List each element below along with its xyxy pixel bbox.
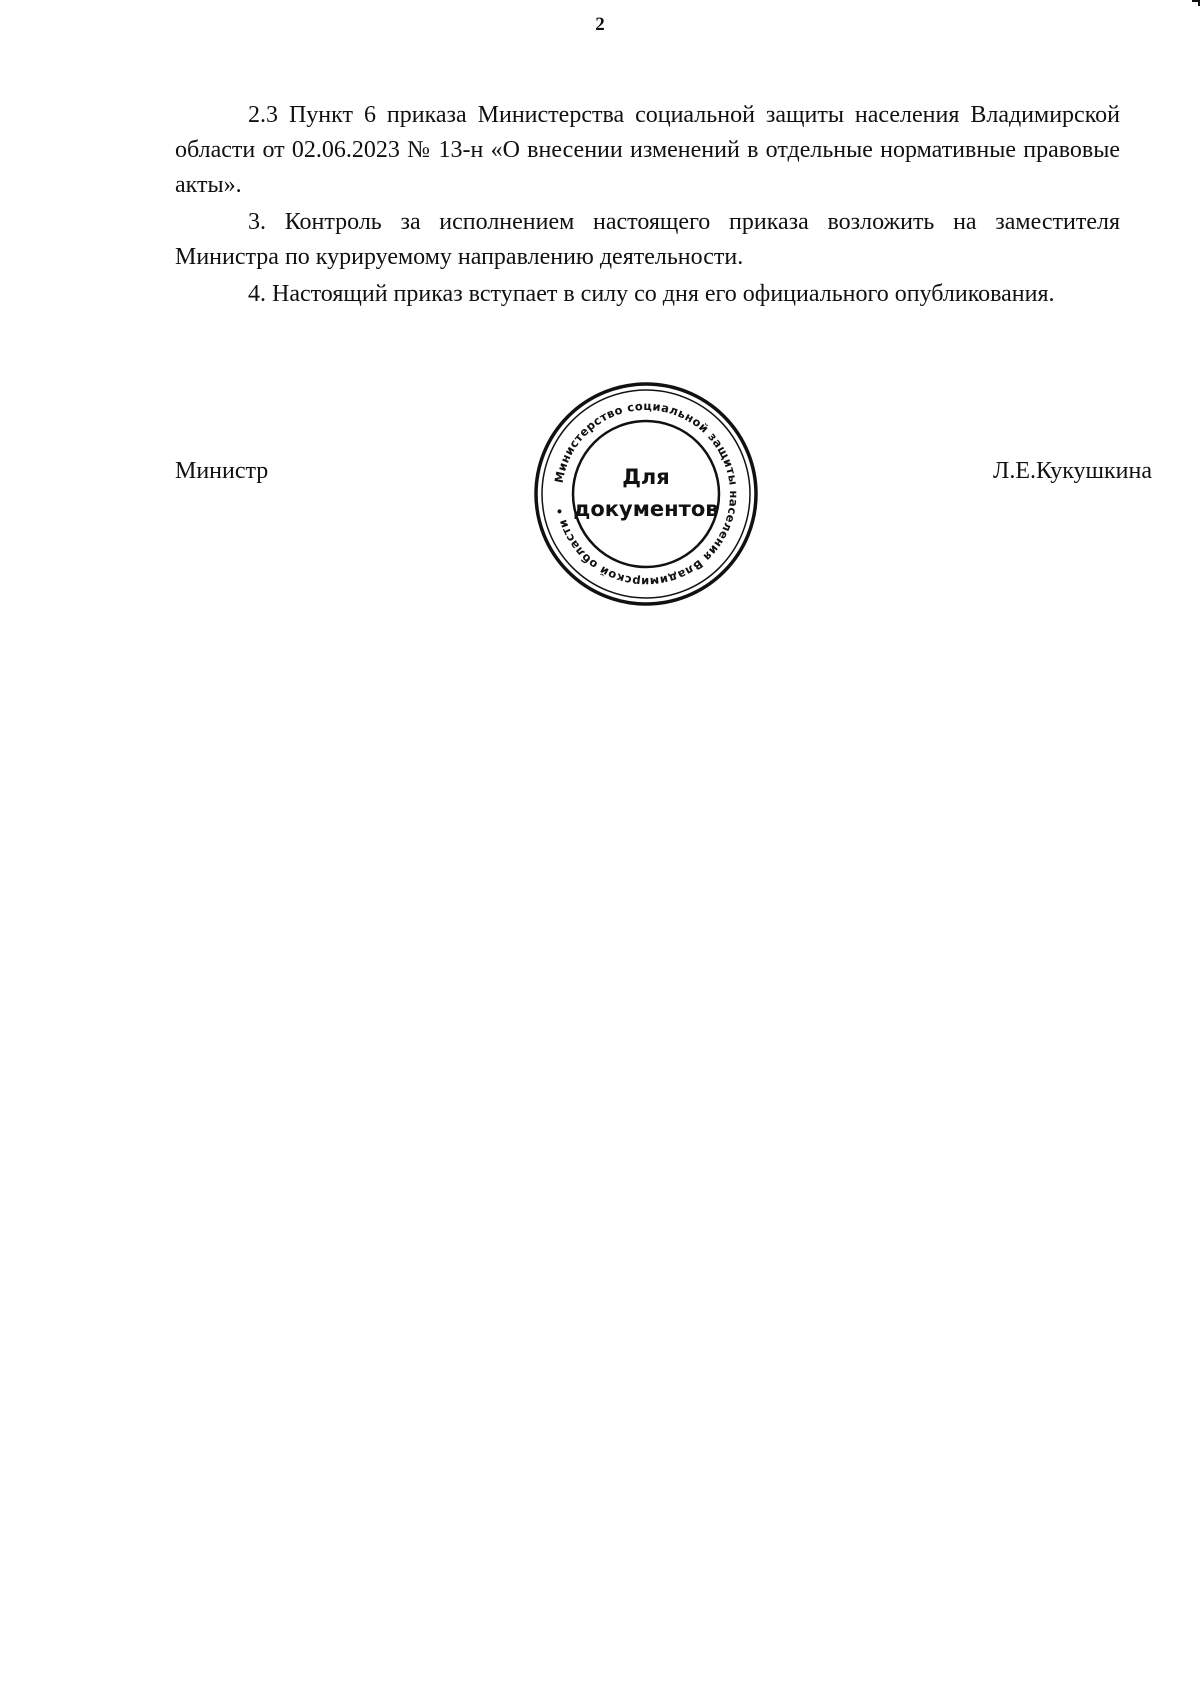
seal-outer-ring	[536, 384, 756, 604]
seal-ring-text-path: Министерство социальной защиты населения Владимирской области •	[551, 398, 742, 590]
seal-ring-text	[552, 399, 741, 589]
official-seal	[530, 378, 762, 610]
document-body	[175, 98, 1120, 312]
page-number: 2	[595, 14, 605, 35]
paragraph-4: 4. Настоящий приказ вступает в силу со дня его официального опубликования.	[248, 281, 1055, 307]
seal-inner-ring	[573, 421, 719, 567]
paragraph-2-3: 2.3 Пункт 6 приказа Министерства социальной защиты населения Владимирской области от 02.06.2023 № 13-н «О внесении изменений в отдельные нормативные правовые акты».	[175, 102, 1120, 198]
seal-center-line-2: документов	[573, 497, 719, 521]
seal-center-line-1: Для	[622, 465, 670, 489]
paragraph-3: 3. Контроль за исполнением настоящего приказа возложить на заместителя Министра по курируемому направлению деятельности.	[175, 209, 1120, 270]
signatory-name: Л.Е.Кукушкина	[993, 458, 1152, 484]
scan-corner-mark	[1192, 0, 1200, 6]
seal-graphic	[530, 378, 762, 610]
signatory-position: Министр	[175, 458, 269, 484]
